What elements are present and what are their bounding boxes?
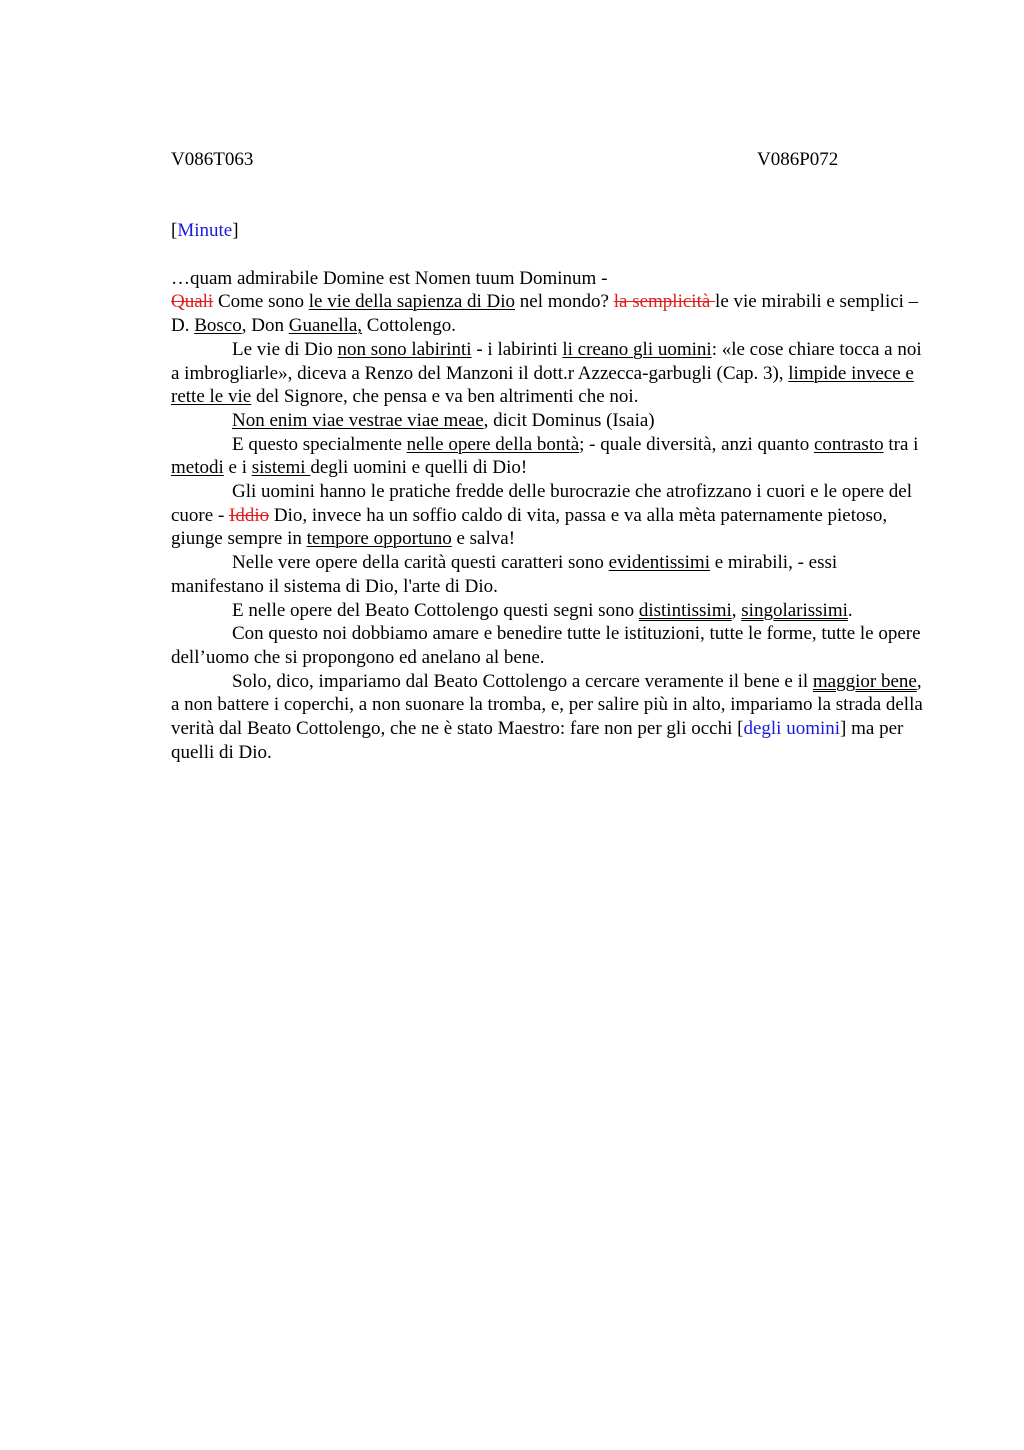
- text-run: e salva!: [451, 528, 516, 550]
- text-run: , Don: [241, 315, 289, 337]
- text-run: ,: [731, 599, 742, 621]
- page-header: [171, 148, 931, 172]
- bracket-open: [: [737, 718, 744, 740]
- text-run: e mirabili, - essi manifestano il sistema di Dio, l'arte di Dio.: [171, 552, 838, 597]
- bracket-open: [: [171, 220, 178, 241]
- paragraph-8: Con questo noi dobbiamo amare e benedire tutte le istituzioni, tutte le forme, tutte le opere dell’uomo che si propongono ed anelano al bene.: [171, 623, 921, 668]
- text-run: e i: [223, 457, 252, 479]
- underlined-text: Bosco: [194, 315, 242, 337]
- text-run: Cottolengo.: [362, 315, 456, 337]
- text-run: , dicit Dominus (Isaia): [483, 409, 655, 431]
- text-run: Nelle vere opere della carità questi caratteri sono: [232, 552, 609, 574]
- section-label: [171, 219, 931, 243]
- paragraph-4: [171, 433, 931, 480]
- text-run: : «le cose chiare tocca a noi a imbrogliarle», diceva a Renzo del Manzoni il dott.r Azzecca-garbugli (Cap. 3),: [171, 338, 922, 384]
- paragraph-0: …quam admirabile Domine est Nomen tuum Dominum -: [171, 267, 608, 289]
- double-underlined-text: maggior bene: [812, 670, 917, 692]
- text-run: E questo specialmente: [232, 433, 407, 455]
- document-body: [171, 267, 931, 765]
- bracket-close: ]: [232, 220, 239, 241]
- text-run: Dio, invece ha un soffio caldo di vita, passa e va alla mèta paternamente pietoso, giunge sempre in: [171, 504, 888, 550]
- paragraph-6: [171, 551, 931, 598]
- double-underlined-text: distintissimi: [638, 599, 732, 621]
- text-run: Le vie di Dio: [232, 338, 338, 360]
- text-run: .: [847, 599, 853, 621]
- document-page: [171, 148, 931, 764]
- underlined-text: tempore opportuno: [306, 528, 452, 550]
- underlined-text: li creano gli uomini: [562, 338, 712, 360]
- underlined-text: limpide invece e rette le vie: [171, 362, 914, 408]
- underlined-text: non sono labirinti: [337, 338, 472, 360]
- underlined-text: Guanella,: [288, 315, 363, 337]
- text-run: del Signore, che pensa e va ben altrimenti che noi.: [251, 386, 639, 408]
- underlined-text: evidentissimi: [608, 552, 710, 574]
- text-run: ma per quelli di Dio.: [171, 718, 904, 763]
- paragraph-3: [171, 409, 931, 433]
- bracket-close: ]: [840, 718, 847, 740]
- paragraph-2: [171, 338, 931, 409]
- deleted-text: Iddio: [229, 504, 270, 526]
- document-code-left: V086T063: [171, 149, 254, 170]
- text-run: Come sono: [213, 291, 309, 313]
- underlined-text: le vie della sapienza di Dio: [308, 291, 516, 313]
- underlined-text: contrasto: [813, 433, 884, 455]
- text-run: Gli uomini hanno le pratiche fredde delle burocrazie che atrofizzano i cuori e le opere del cuore -: [171, 481, 912, 526]
- deleted-text: Quali: [171, 291, 214, 313]
- underlined-text: Non enim viae vestrae viae meae: [232, 409, 484, 431]
- paragraph-1: [171, 290, 931, 337]
- text-run: - i labirinti: [471, 338, 563, 360]
- underlined-text: nelle opere della bontà: [406, 433, 580, 455]
- text-run: ; - quale diversità, anzi quanto: [579, 433, 814, 455]
- document-code-right: V086P072: [757, 149, 839, 170]
- text-run: E nelle opere del Beato Cottolengo questi segni sono: [232, 599, 639, 621]
- underlined-text: sistemi: [251, 457, 311, 479]
- editorial-insertion: degli uomini: [743, 718, 841, 740]
- text-run: Solo, dico, impariamo dal Beato Cottolengo a cercare veramente il bene e il: [232, 670, 813, 692]
- paragraph-9: [171, 670, 931, 765]
- text-run: , a non battere i coperchi, a non suonare la tromba, e, per salire più in alto, impariamo la strada della verità dal Beato Cottolengo, che ne è stato Maestro: fare non per gli occhi: [171, 670, 923, 740]
- paragraph-7: [171, 599, 931, 623]
- double-underlined-text: singolarissimi: [741, 599, 848, 621]
- section-label-text: Minute: [177, 220, 233, 241]
- deleted-text: la semplicità: [613, 291, 716, 313]
- text-run: nel mondo?: [515, 291, 614, 313]
- text-run: le vie mirabili e semplici – D.: [171, 291, 919, 337]
- paragraph-5: [171, 480, 931, 551]
- underlined-text: metodi: [171, 457, 224, 479]
- text-run: degli uomini e quelli di Dio!: [310, 457, 528, 479]
- text-run: tra i: [883, 433, 919, 455]
